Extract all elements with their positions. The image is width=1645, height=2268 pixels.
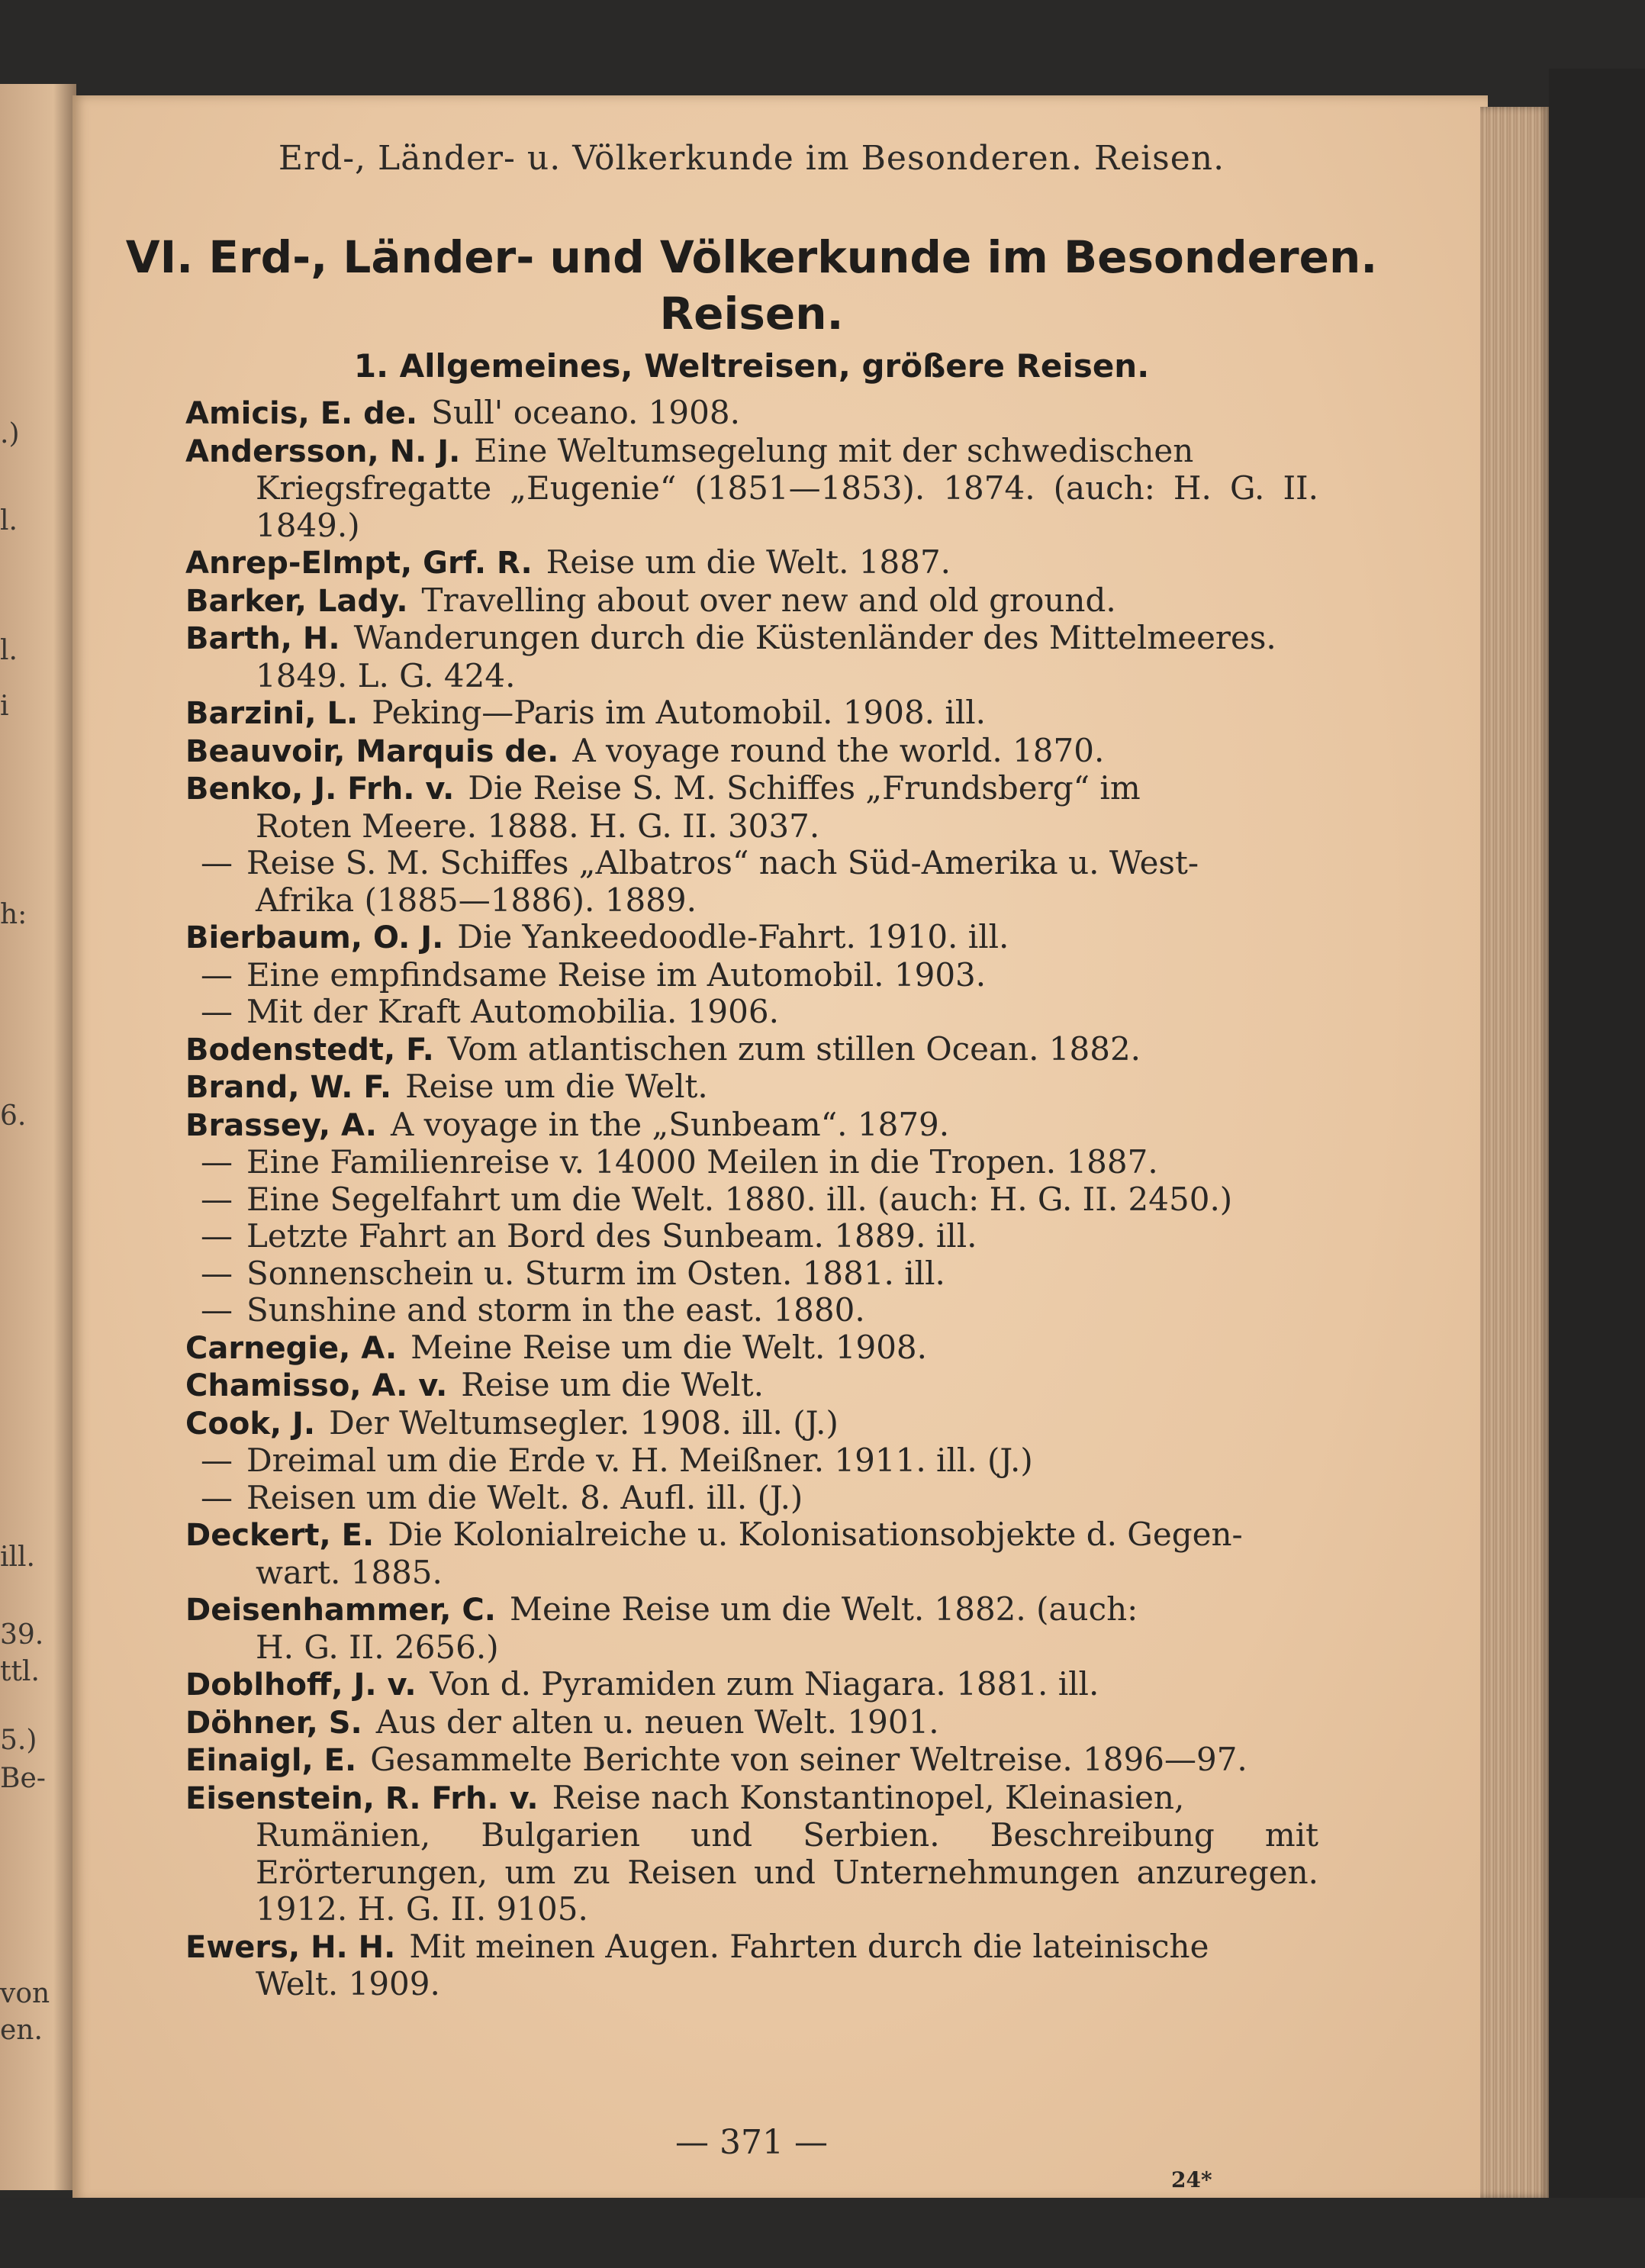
entry-continuation: Kriegsfregatte „Eugenie“ (1851—1853). 1874. (auch: H. G. II. 1849.) <box>256 469 1318 544</box>
bibliography-entry <box>185 1480 1318 1517</box>
left-page-fragment: 6. <box>0 1100 27 1132</box>
bibliography-entry <box>185 733 1318 771</box>
entry-text: Von d. Pyramiden zum Niagara. 1881. ill. <box>430 1665 1099 1703</box>
page-block-edge <box>1480 107 1549 2198</box>
entry-author: Benko, J. Frh. v. <box>185 772 455 807</box>
entry-author: Doblhoff, J. v. <box>185 1667 417 1703</box>
bibliography-entry <box>185 1367 1318 1405</box>
entry-text: Reise um die Welt. 1887. <box>546 543 951 581</box>
bibliography-entry <box>185 770 1318 845</box>
bibliography-entry <box>185 1031 1318 1069</box>
bibliography-entry <box>185 582 1318 620</box>
bibliography-entry <box>185 994 1318 1031</box>
entry-text: Reise um die Welt. <box>461 1366 764 1403</box>
bibliography-entry <box>185 1704 1318 1742</box>
left-page-fragment: en. <box>0 2015 43 2046</box>
entry-text: Reisen um die Welt. 8. Aufl. ill. (J.) <box>246 1478 803 1516</box>
entry-author: Einaigl, E. <box>185 1743 357 1778</box>
entry-author: Andersson, N. J. <box>185 433 461 469</box>
entry-text: Die Kolonialreiche u. Kolonisationsobjekte d. Gegen- <box>388 1516 1243 1553</box>
ditto-dash: — <box>201 1217 233 1255</box>
entry-author: Beauvoir, Marquis de. <box>185 733 559 769</box>
ditto-dash: — <box>201 1291 233 1329</box>
entry-text: Peking—Paris im Automobil. 1908. ill. <box>372 694 987 731</box>
entry-author: Eisenstein, R. Frh. v. <box>185 1780 539 1816</box>
entry-text: Der Weltumsegler. 1908. ill. (J.) <box>329 1403 839 1442</box>
bibliography-entry <box>185 1255 1318 1293</box>
entry-text: Letzte Fahrt an Bord des Sunbeam. 1889. ill. <box>246 1217 977 1255</box>
entry-text: A voyage round the world. 1870. <box>572 731 1105 769</box>
printer-signature: 24* <box>1171 2167 1212 2192</box>
entry-author: Bierbaum, O. J. <box>185 920 444 955</box>
entry-text: Sonnenschein u. Sturm im Osten. 1881. ill. <box>246 1254 945 1292</box>
bibliography-list <box>185 395 1318 2003</box>
entry-author: Cook, J. <box>185 1406 316 1442</box>
bibliography-entry <box>185 1292 1318 1329</box>
entry-text: Meine Reise um die Welt. 1908. <box>410 1328 927 1366</box>
entry-text: Wanderungen durch die Küstenländer des Mittelmeeres. <box>353 619 1276 656</box>
ditto-dash: — <box>201 955 233 994</box>
entry-author: Amicis, E. de. <box>185 396 418 431</box>
bibliography-entry <box>185 1068 1318 1107</box>
entry-author: Barzini, L. <box>185 696 359 731</box>
entry-author: Carnegie, A. <box>185 1330 398 1366</box>
left-page-fragment: .) <box>0 418 20 449</box>
entry-text: Gesammelte Berichte von seiner Weltreise. 1896—97. <box>370 1741 1247 1778</box>
left-page-edge <box>0 84 76 2190</box>
bibliography-entry <box>185 1329 1318 1368</box>
entry-continuation: Roten Meere. 1888. H. G. II. 3037. <box>256 807 820 845</box>
entry-text: Eine Familienreise v. 14000 Meilen in die Tropen. 1887. <box>246 1143 1158 1181</box>
entry-text: Sull' oceano. 1908. <box>431 394 740 431</box>
left-page-fragment: 5.) <box>0 1725 37 1756</box>
entry-text: Reise nach Konstantinopel, Kleinasien, <box>552 1778 1185 1816</box>
left-page-fragment: von <box>0 1978 50 2009</box>
entry-text: Die Reise S. M. Schiffes „Frundsberg“ im <box>468 769 1141 807</box>
bibliography-entry <box>185 1181 1318 1219</box>
left-page-fragment: l. <box>0 505 18 536</box>
bibliography-entry <box>185 1591 1318 1666</box>
bibliography-entry <box>185 1666 1318 1704</box>
left-page-fragment: i <box>0 691 9 722</box>
left-page-fragment: l. <box>0 635 18 666</box>
entry-text: Mit meinen Augen. Fahrten durch die lateinische <box>409 1927 1209 1965</box>
chapter-title-line-1: VI. Erd-, Länder- und Völkerkunde im Besonderen. <box>125 231 1378 283</box>
bibliography-entry <box>185 694 1318 733</box>
bibliography-entry <box>185 845 1318 919</box>
book-cover-bottom <box>0 2198 1645 2268</box>
bibliography-entry <box>185 1516 1318 1591</box>
entry-text: Eine Segelfahrt um die Welt. 1880. ill. (auch: H. G. II. 2450.) <box>246 1180 1233 1218</box>
bibliography-entry <box>185 1218 1318 1255</box>
entry-text: Reise S. M. Schiffes „Albatros“ nach Süd-Amerika u. West- <box>246 844 1199 881</box>
entry-continuation: Rumänien, Bulgarien und Serbien. Beschreibung mit Erörterungen, um zu Reisen und Unternehmungen anzuregen. 1912. H. G. II. 9105. <box>256 1816 1318 1928</box>
entry-author: Chamisso, A. v. <box>185 1368 448 1403</box>
bibliography-entry <box>185 544 1318 582</box>
left-page-fragment: ttl. <box>0 1656 40 1687</box>
page-number: — 371 — <box>675 2123 828 2162</box>
entry-text: A voyage in the „Sunbeam“. 1879. <box>390 1105 950 1143</box>
entry-text: Travelling about over new and old ground. <box>421 581 1116 619</box>
bibliography-entry <box>185 1780 1318 1928</box>
ditto-dash: — <box>201 844 233 881</box>
entry-author: Brassey, A. <box>185 1107 377 1143</box>
ditto-dash: — <box>201 993 233 1030</box>
entry-author: Döhner, S. <box>185 1705 362 1741</box>
bibliography-entry <box>185 957 1318 994</box>
bibliography-entry <box>185 395 1318 433</box>
left-page-fragment: 39. <box>0 1619 44 1651</box>
entry-author: Deisenhammer, C. <box>185 1593 496 1628</box>
left-page-fragment: h: <box>0 899 27 930</box>
bibliography-entry <box>185 1107 1318 1145</box>
entry-continuation: Welt. 1909. <box>256 1965 440 2002</box>
ditto-dash: — <box>201 1478 233 1516</box>
bibliography-entry <box>185 433 1318 545</box>
entry-author: Ewers, H. H. <box>185 1929 396 1965</box>
ditto-dash: — <box>201 1254 233 1292</box>
entry-text: Eine empfindsame Reise im Automobil. 1903. <box>246 955 987 994</box>
entry-author: Anrep-Elmpt, Grf. R. <box>185 546 533 581</box>
background-top <box>0 0 1645 107</box>
entry-text: Meine Reise um die Welt. 1882. (auch: <box>509 1590 1138 1628</box>
entry-text: Aus der alten u. neuen Welt. 1901. <box>375 1703 939 1741</box>
book-cover-right <box>1549 69 1645 2268</box>
entry-text: Mit der Kraft Automobilia. 1906. <box>246 993 779 1030</box>
entry-author: Barth, H. <box>185 621 340 656</box>
section-title: 1. Allgemeines, Weltreisen, größere Reisen. <box>353 347 1150 385</box>
entry-continuation: Afrika (1885—1886). 1889. <box>256 881 697 919</box>
ditto-dash: — <box>201 1143 233 1181</box>
entry-continuation: wart. 1885. <box>256 1553 443 1591</box>
bibliography-entry <box>185 919 1318 957</box>
entry-text: Die Yankeedoodle-Fahrt. 1910. ill. <box>457 918 1009 955</box>
entry-author: Bodenstedt, F. <box>185 1032 434 1068</box>
chapter-title <box>0 229 1503 342</box>
bibliography-entry <box>185 620 1318 694</box>
ditto-dash: — <box>201 1442 233 1479</box>
bibliography-entry <box>185 1442 1318 1480</box>
entry-text: Vom atlantischen zum stillen Ocean. 1882. <box>447 1029 1141 1068</box>
entry-author: Barker, Lady. <box>185 583 408 619</box>
running-head: Erd-, Länder- u. Völkerkunde im Besonderen. Reisen. <box>278 139 1225 178</box>
entry-author: Deckert, E. <box>185 1518 375 1553</box>
entry-text: Sunshine and storm in the east. 1880. <box>246 1291 865 1329</box>
entry-text: Dreimal um die Erde v. H. Meißner. 1911. ill. (J.) <box>246 1442 1033 1479</box>
entry-text: Reise um die Welt. <box>405 1068 708 1105</box>
left-page-fragment: ill. <box>0 1542 35 1573</box>
bibliography-entry <box>185 1741 1318 1780</box>
entry-text: Eine Weltumsegelung mit der schwedischen <box>474 431 1194 469</box>
bibliography-entry <box>185 1405 1318 1443</box>
ditto-dash: — <box>201 1180 233 1218</box>
bibliography-entry <box>185 1144 1318 1181</box>
entry-continuation: 1849. L. G. 424. <box>256 656 516 694</box>
bibliography-entry <box>185 1928 1318 2003</box>
entry-continuation: H. G. II. 2656.) <box>256 1628 499 1666</box>
chapter-title-line-2: Reisen. <box>659 288 844 340</box>
left-page-fragment: Be- <box>0 1763 46 1794</box>
entry-author: Brand, W. F. <box>185 1070 392 1105</box>
